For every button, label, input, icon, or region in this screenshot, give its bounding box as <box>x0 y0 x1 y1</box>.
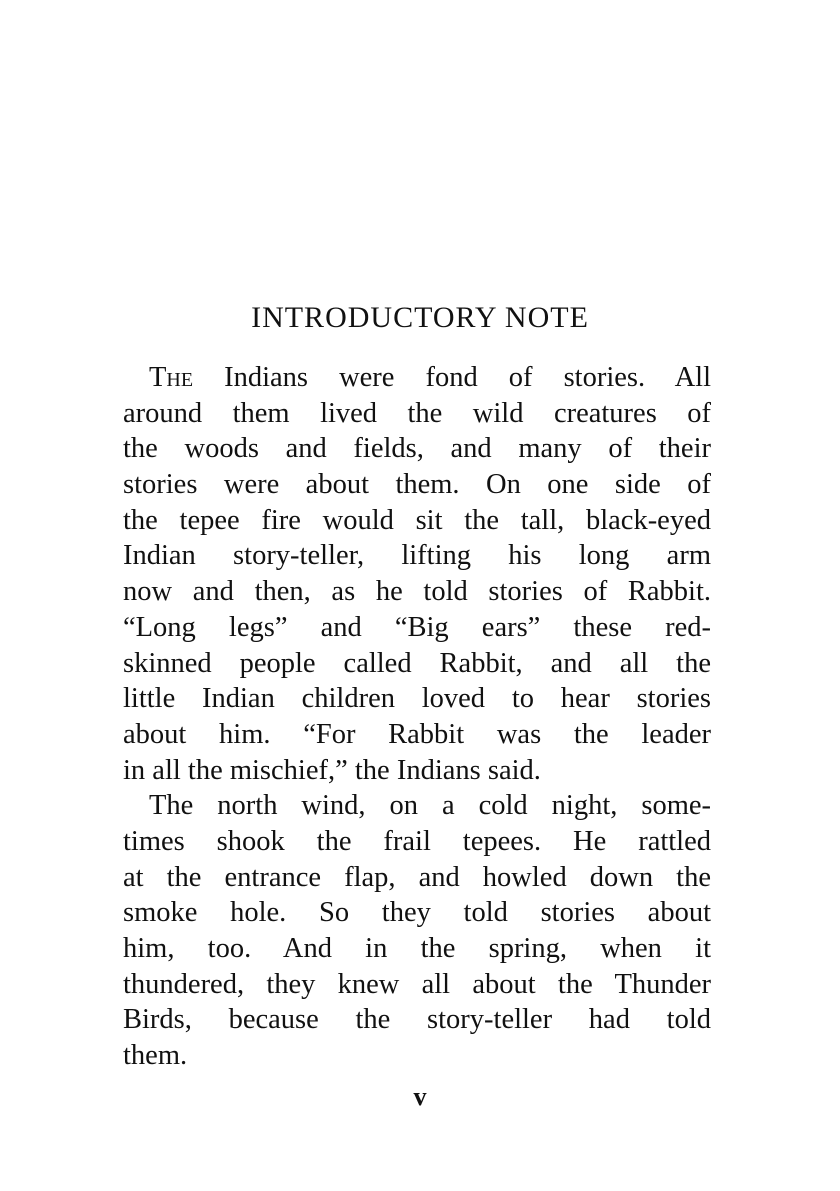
text-line: now and then, as he told stories of Rabbit. <box>123 576 711 608</box>
text-line-content: Indians were fond of stories. All <box>193 362 711 393</box>
text-line: skinned people called Rabbit, and all the <box>123 647 711 679</box>
text-line <box>123 360 711 396</box>
introductory-note-text <box>123 360 711 1074</box>
page-number: v <box>413 1082 427 1111</box>
text-line: The north wind, on a cold night, some- <box>149 790 711 822</box>
small-caps-opening-word: The <box>149 362 194 393</box>
text-line: about him. “For Rabbit was the leader <box>123 718 711 750</box>
text-line: little Indian children loved to hear stories <box>123 683 711 715</box>
text-line: “Long legs” and “Big ears” these red- <box>123 611 711 643</box>
paragraph-2 <box>123 788 711 1074</box>
text-line: the woods and fields, and many of their <box>123 433 711 465</box>
text-line: him, too. And in the spring, when it <box>123 933 711 964</box>
text-line: thundered, they knew all about the Thunder <box>123 968 711 1000</box>
page-title: INTRODUCTORY NOTE <box>251 301 589 334</box>
text-line: Birds, because the story-teller had told <box>123 1004 711 1036</box>
text-line: smoke hole. So they told stories about <box>123 897 711 929</box>
text-line: the tepee fire would sit the tall, black-eyed <box>123 504 711 536</box>
text-line: them. <box>123 1040 188 1072</box>
text-line: times shook the frail tepees. He rattled <box>123 825 711 857</box>
text-line: around them lived the wild creatures of <box>123 397 711 429</box>
text-line: at the entrance flap, and howled down the <box>123 861 711 893</box>
text-line: stories were about them. On one side of <box>123 469 711 501</box>
text-line: in all the mischief,” the Indians said. <box>123 754 541 786</box>
text-line: Indian story-teller, lifting his long arm <box>123 540 711 572</box>
paragraph-1 <box>123 360 711 788</box>
